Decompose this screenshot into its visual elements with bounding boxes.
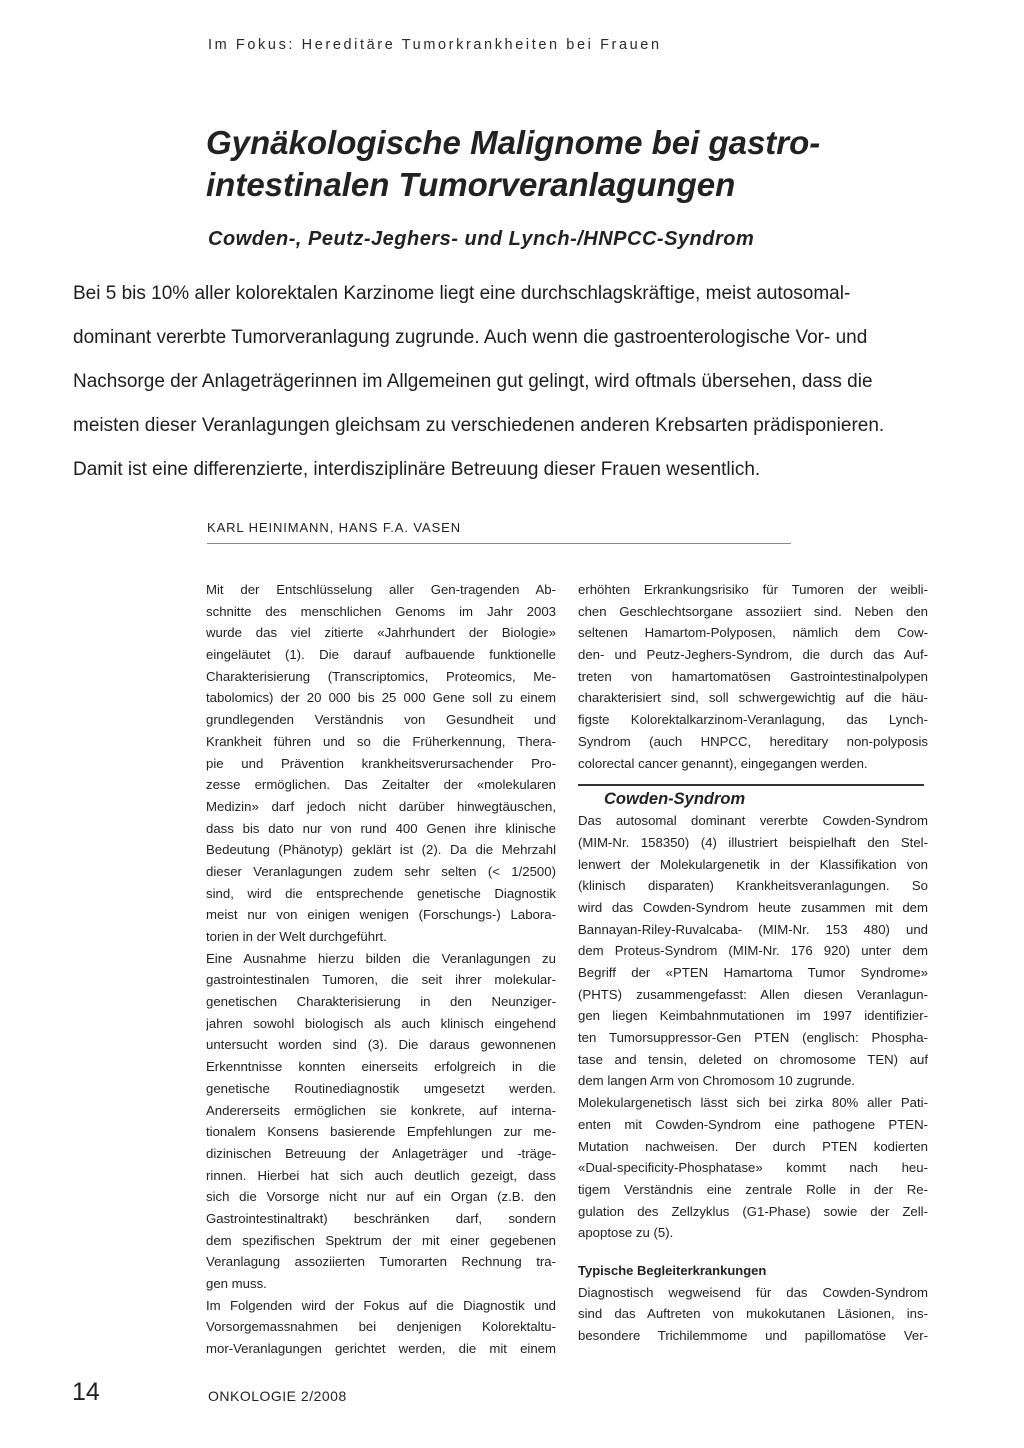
article-subtitle: Cowden-, Peutz-Jeghers- und Lynch-/HNPCC-Syndrom — [208, 228, 755, 250]
text-line: apoptose zu (5). — [578, 1225, 674, 1241]
text-line: Erkenntnisse konnten einerseits erfolgreich in die — [206, 1059, 556, 1075]
text-line: mor-Veranlagungen gerichtet werden, die mit einem — [206, 1341, 556, 1357]
text-line: dem Proteus-Syndrom (MIM-Nr. 176 920) unter dem — [578, 943, 928, 959]
text-line: torien in der Welt durchgeführt. — [206, 929, 387, 944]
text-line: eingeläutet (1). Die darauf aufbauende funktionelle — [206, 647, 556, 663]
text-line: seltenen Hamartom-Polyposen, nämlich dem Cow- — [578, 625, 928, 641]
running-head: Im Fokus: Hereditäre Tumorkrankheiten bei Frauen — [208, 37, 662, 53]
lead-line: Bei 5 bis 10% aller kolorektalen Karzinome liegt eine durchschlagskräftige, meist autosomal- — [73, 283, 851, 304]
text-line: den- und Peutz-Jeghers-Syndrom, die durch das Auf- — [578, 647, 928, 663]
text-line: jahren sowohl biologisch als auch klinisch eingehend — [206, 1015, 556, 1031]
text-line: genetischen Charakterisierung in den Neunziger- — [206, 994, 556, 1010]
text-line: zesse ermöglichen. Das Zeitalter der «molekularen — [206, 777, 556, 793]
text-line: untersucht worden sind (3). Die daraus gewonnenen — [206, 1037, 556, 1053]
text-line: treten von hamartomatösen Gastrointestinalpolypen — [578, 668, 928, 684]
text-line: grundlegenden Verständnis von Gesundheit und — [206, 712, 556, 728]
text-line: Andererseits ermöglichen sie konkrete, auf interna- — [206, 1102, 556, 1118]
title-line: Gynäkologische Malignome bei gastro- — [206, 124, 821, 161]
body-paragraph — [206, 579, 556, 948]
text-line: Mit der Entschlüsselung aller Gen-tragenden Ab- — [206, 582, 556, 597]
text-line: gastrointestinalen Tumoren, die seit ihrer molekular- — [206, 972, 556, 988]
text-line: genetische Routinediagnostik umgesetzt werden. — [206, 1080, 556, 1096]
body-column-right — [578, 579, 928, 1347]
text-line: Mutation nachweisen. Der durch PTEN kodierten — [578, 1138, 928, 1154]
body-paragraph — [206, 948, 556, 1295]
text-line: tase and tensin, deleted on chromosome TEN) auf — [578, 1051, 928, 1067]
text-line: tionalem Konsens basierende Empfehlungen zur me- — [206, 1124, 556, 1140]
text-line: figste Kolorektalkarzinom-Veranlagung, das Lynch- — [578, 712, 928, 728]
text-line: (MIM-Nr. 158350) (4) illustriert beispielhaft den Stel- — [578, 834, 928, 850]
text-line: meist nur von einigen wenigen (Forschungs-) Labora- — [206, 907, 556, 923]
sub-heading: Typische Begleiterkrankungen — [578, 1262, 767, 1278]
text-line: ten Tumorsuppressor-Gen PTEN (englisch: Phospha- — [578, 1030, 928, 1046]
text-line: sind das Auftreten von mukokutanen Läsionen, ins- — [578, 1306, 928, 1322]
text-line: dizinischen Betreuung der Anlageträger und -träge- — [206, 1145, 556, 1161]
text-line: Begriff der «PTEN Hamartoma Tumor Syndrome» — [578, 965, 928, 980]
text-line: gen liegen Keimbahnmutationen im 1997 identifizier- — [578, 1008, 928, 1024]
text-line: gen muss. — [206, 1276, 267, 1291]
page-number: 14 — [72, 1378, 100, 1406]
text-line: Krankheit führen und so die Früherkennung, Thera- — [206, 733, 556, 749]
text-line: lenwert der Molekulargenetik in der Klassifikation von — [578, 856, 928, 872]
text-line: Bedeutung (Phänotyp) geklärt ist (2). Da die Mehrzahl — [206, 842, 556, 858]
text-line: Diagnostisch wegweisend für das Cowden-Syndrom — [578, 1284, 928, 1300]
text-line: wurde das viel zitierte «Jahrhundert der Biologie» — [206, 625, 556, 641]
text-line: besondere Trichilemmome und papillomatöse Ver- — [578, 1328, 928, 1343]
text-line: tabolomics) der 20 000 bis 25 000 Gene soll zu einem — [206, 690, 556, 706]
text-line: colorectal cancer genannt), eingegangen werden. — [578, 755, 868, 771]
text-line: charakterisiert sind, soll schwergewichtig auf die häu- — [578, 690, 928, 706]
body-column-left — [206, 579, 556, 1360]
text-line: enten mit Cowden-Syndrom eine pathogene PTEN- — [578, 1116, 928, 1132]
text-line: sich die Vorsorge nicht nur auf ein Organ (z.B. den — [206, 1189, 556, 1205]
text-line: Veranlagung assoziierten Tumorarten Rechnung tra- — [206, 1254, 556, 1270]
body-paragraph — [578, 1092, 928, 1244]
text-line: Medizin» darf jedoch nicht darüber hinwegtäuschen, — [206, 798, 556, 814]
text-line: (klinisch disparaten) Krankheitsveranlagungen. So — [578, 878, 928, 894]
text-line: chen Geschlechtsorgane assoziiert sind. Neben den — [578, 603, 928, 619]
text-line: Das autosomal dominant vererbte Cowden-Syndrom — [578, 813, 928, 829]
text-line: gulation des Zellzyklus (G1-Phase) sowie der Zell- — [578, 1203, 928, 1219]
body-paragraph — [578, 1282, 928, 1347]
text-line: dass bis dato nur von rund 400 Genen ihre klinische — [206, 820, 556, 836]
text-line: sind, wird die entsprechende genetische Diagnostik — [206, 885, 556, 901]
text-line: Eine Ausnahme hierzu bilden die Veranlagungen zu — [206, 950, 556, 966]
lead-line: Damit ist eine differenzierte, interdisziplinäre Betreuung dieser Frauen wesentlich. — [73, 459, 761, 480]
text-line: Gastrointestinaltrakt) beschränken darf, sondern — [206, 1210, 556, 1226]
text-line: rinnen. Hierbei hat sich auch deutlich gezeigt, dass — [206, 1167, 556, 1183]
text-line: dieser Veranlagungen zudem sehr selten (< 1/2500) — [206, 863, 556, 879]
text-line: dem spezifischen Spektrum der mit einer gegebenen — [206, 1232, 556, 1248]
text-line: «Dual-specificity-Phosphatase» kommt nach heu- — [578, 1160, 928, 1176]
text-line: Bannayan-Riley-Ruvalcaba- (MIM-Nr. 153 480) und — [578, 921, 928, 937]
text-line: erhöhten Erkrankungsrisiko für Tumoren der weibli- — [578, 582, 928, 597]
lead-line: meisten dieser Veranlagungen gleichsam zu verschiedenen anderen Krebsarten prädisponieren. — [73, 415, 885, 436]
lead-paragraph — [73, 272, 933, 492]
text-line: (PHTS) zusammengefasst: Allen diesen Veranlagun- — [578, 986, 928, 1002]
lead-line: dominant vererbte Tumorveranlagung zugrunde. Auch wenn die gastroenterologische Vor- und — [73, 327, 868, 348]
text-line: Syndrom (auch HNPCC, hereditary non-polyposis — [578, 733, 928, 749]
text-line: wird das Cowden-Syndrom heute zusammen mit dem — [578, 899, 928, 915]
lead-line: Nachsorge der Anlageträgerinnen im Allgemeinen gut gelingt, wird oftmals übersehen, dass die — [73, 371, 873, 392]
journal-footer: ONKOLOGIE 2/2008 — [208, 1388, 347, 1404]
text-line: Molekulargenetisch lässt sich bei zirka 80% aller Pati- — [578, 1095, 928, 1111]
text-line: tigem Verständnis eine zentrale Rolle in der Re- — [578, 1181, 928, 1197]
text-line: Im Folgenden wird der Fokus auf die Diagnostik und — [206, 1297, 556, 1313]
text-line: Charakterisierung (Transcriptomics, Proteomics, Me- — [206, 668, 556, 684]
body-paragraph — [206, 1295, 556, 1360]
body-paragraph — [578, 810, 928, 1092]
text-line: schnitte des menschlichen Genoms im Jahr 2003 — [206, 603, 556, 619]
text-line: pie und Prävention krankheitsverursachender Pro- — [206, 755, 556, 771]
text-line: dem langen Arm von Chromosom 10 zugrunde. — [578, 1073, 856, 1089]
text-line: Vorsorgemassnahmen bei denjenigen Kolorektaltu- — [206, 1319, 556, 1335]
title-line: intestinalen Tumorveranlagungen — [206, 166, 736, 203]
body-paragraph — [578, 579, 928, 774]
article-title — [206, 122, 966, 206]
section-heading: Cowden-Syndrom — [578, 784, 924, 810]
author-line: KARL HEINIMANN, HANS F.A. VASEN — [207, 520, 791, 544]
